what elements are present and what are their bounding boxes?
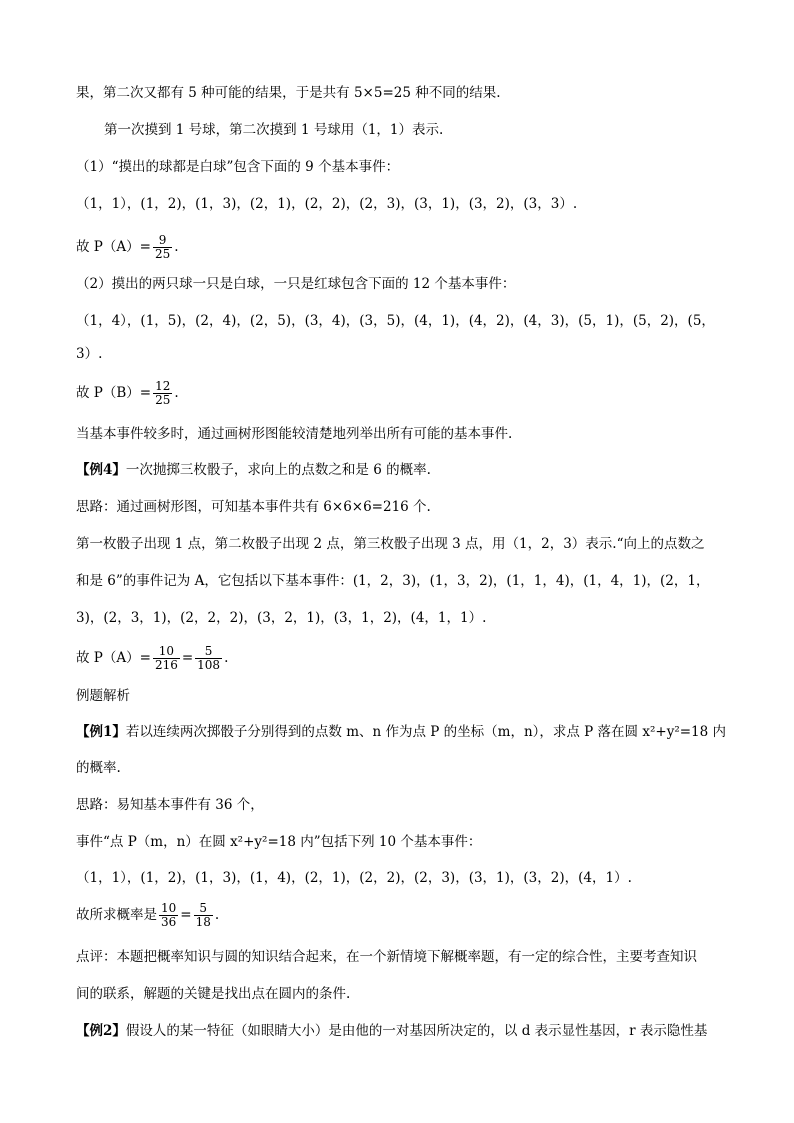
example-heading	[76, 1021, 734, 1041]
formula-suffix: .	[214, 907, 220, 923]
formula-line	[76, 378, 734, 408]
text-line: 3）.	[76, 346, 103, 362]
text-line: （1，1），(1，2)，(1，3)，(1，4)，(2，1)，(2，2)，(2，3)，(3，1)，(3，2)，(4，1）.	[76, 870, 632, 886]
formula-suffix: .	[224, 650, 229, 666]
fraction	[195, 645, 222, 672]
section-heading: 例题解析	[76, 688, 130, 704]
formula-line	[76, 900, 734, 930]
formula-prefix: 故 P（B）=	[76, 385, 152, 401]
fraction-denominator: 36	[161, 915, 177, 929]
fraction	[159, 902, 178, 929]
example-tag: 【例1】	[76, 724, 126, 740]
formula-line	[76, 643, 734, 673]
example-heading	[76, 460, 734, 480]
text-line: 思路：易知基本事件有 36 个，	[76, 797, 264, 813]
formula-prefix: 故 P（A）=	[76, 239, 151, 255]
fraction-denominator: 18	[195, 915, 211, 929]
fraction-numerator: 10	[153, 645, 180, 659]
text-line: 第一次摸到 1 号球，第二次摸到 1 号球用（1，1）表示.	[104, 122, 444, 138]
example-text: 若以连续两次掷骰子分别得到的点数 m、n 作为点 P 的坐标（m，n），求点 P 落在圆 x²+y²=18 内	[125, 724, 727, 740]
fraction	[194, 902, 213, 929]
formula-prefix: 故所求概率是	[76, 907, 157, 923]
text-line: 思路：通过画树形图，可知基本事件共有 6×6×6=216 个.	[76, 499, 431, 515]
text-line: 事件“点 P（m，n）在圆 x²+y²=18 内”包括下列 10 个基本事件：	[76, 834, 482, 850]
fraction-numerator: 12	[155, 379, 171, 393]
example-tag: 【例4】	[76, 462, 126, 478]
example-text: 一次抛掷三枚骰子，求向上的点数之和是 6 的概率.	[125, 462, 431, 478]
formula-suffix: .	[174, 385, 179, 401]
formula-prefix: 故 P（A）=	[76, 650, 151, 666]
text-line: （1，4），(1，5)，(2，4)，(2，5)，(3，4)，(3，5)，(4，1)，(4，2)，(4，3)，(5，1)，(5，2)，(5，	[76, 313, 715, 329]
fraction	[153, 234, 172, 261]
fraction-numerator: 9	[153, 234, 172, 248]
text-line: 和是 6”的事件记为 A，它包括以下基本事件：(1，2，3)，(1，3，2)，(1，1，4)，(1，4，1)，(2，1，	[76, 573, 710, 589]
text-line: 果，第二次又都有 5 种可能的结果，于是共有 5×5=25 种不同的结果.	[76, 85, 501, 101]
text-line: （1，1），(1，2)，(1，3)，(2，1)，(2，2)，(2，3)，(3，1)，(3，2)，(3，3）.	[76, 196, 578, 212]
text-line: （2）摸出的两只球一只是白球，一只是红球包含下面的 12 个基本事件：	[76, 276, 516, 292]
text-line: 间的联系，解题的关键是找出点在圆内的条件.	[76, 986, 351, 1002]
fraction-denominator: 108	[197, 658, 221, 672]
example-text: 假设人的某一特征（如眼睛大小）是由他的一对基因所决定的，以 d 表示显性基因，r 表示隐性基	[125, 1023, 708, 1039]
text-line: 当基本事件较多时，通过画树形图能较清楚地列举出所有可能的基本事件.	[76, 426, 513, 442]
fraction-denominator: 25	[155, 393, 171, 407]
fraction-denominator: 216	[154, 658, 178, 672]
text-line: 的概率.	[76, 760, 121, 776]
text-line: 3)，(2，3，1)，(2，2，2)，(3，2，1)，(3，1，2)，(4，1，1）.	[76, 610, 487, 626]
text-line: （1）“摸出的球都是白球”包含下面的 9 个基本事件：	[76, 159, 400, 175]
fraction-numerator: 5	[194, 902, 213, 916]
equals-sign: =	[181, 650, 194, 666]
fraction	[153, 380, 172, 407]
fraction	[153, 645, 180, 672]
formula-line	[76, 232, 734, 262]
example-heading	[76, 722, 734, 742]
fraction-numerator: 10	[161, 901, 177, 915]
fraction-denominator: 25	[154, 247, 171, 261]
text-line: 点评：本题把概率知识与圆的知识结合起来，在一个新情境下解概率题，有一定的综合性，主要考查知识	[76, 949, 697, 965]
equals-sign: =	[180, 907, 192, 923]
formula-suffix: .	[174, 239, 179, 255]
fraction-numerator: 5	[195, 645, 222, 659]
example-tag: 【例2】	[76, 1023, 126, 1039]
text-line: 第一枚骰子出现 1 点，第二枚骰子出现 2 点，第三枚骰子出现 3 点，用（1，2，3）表示.“向上的点数之	[76, 536, 705, 552]
